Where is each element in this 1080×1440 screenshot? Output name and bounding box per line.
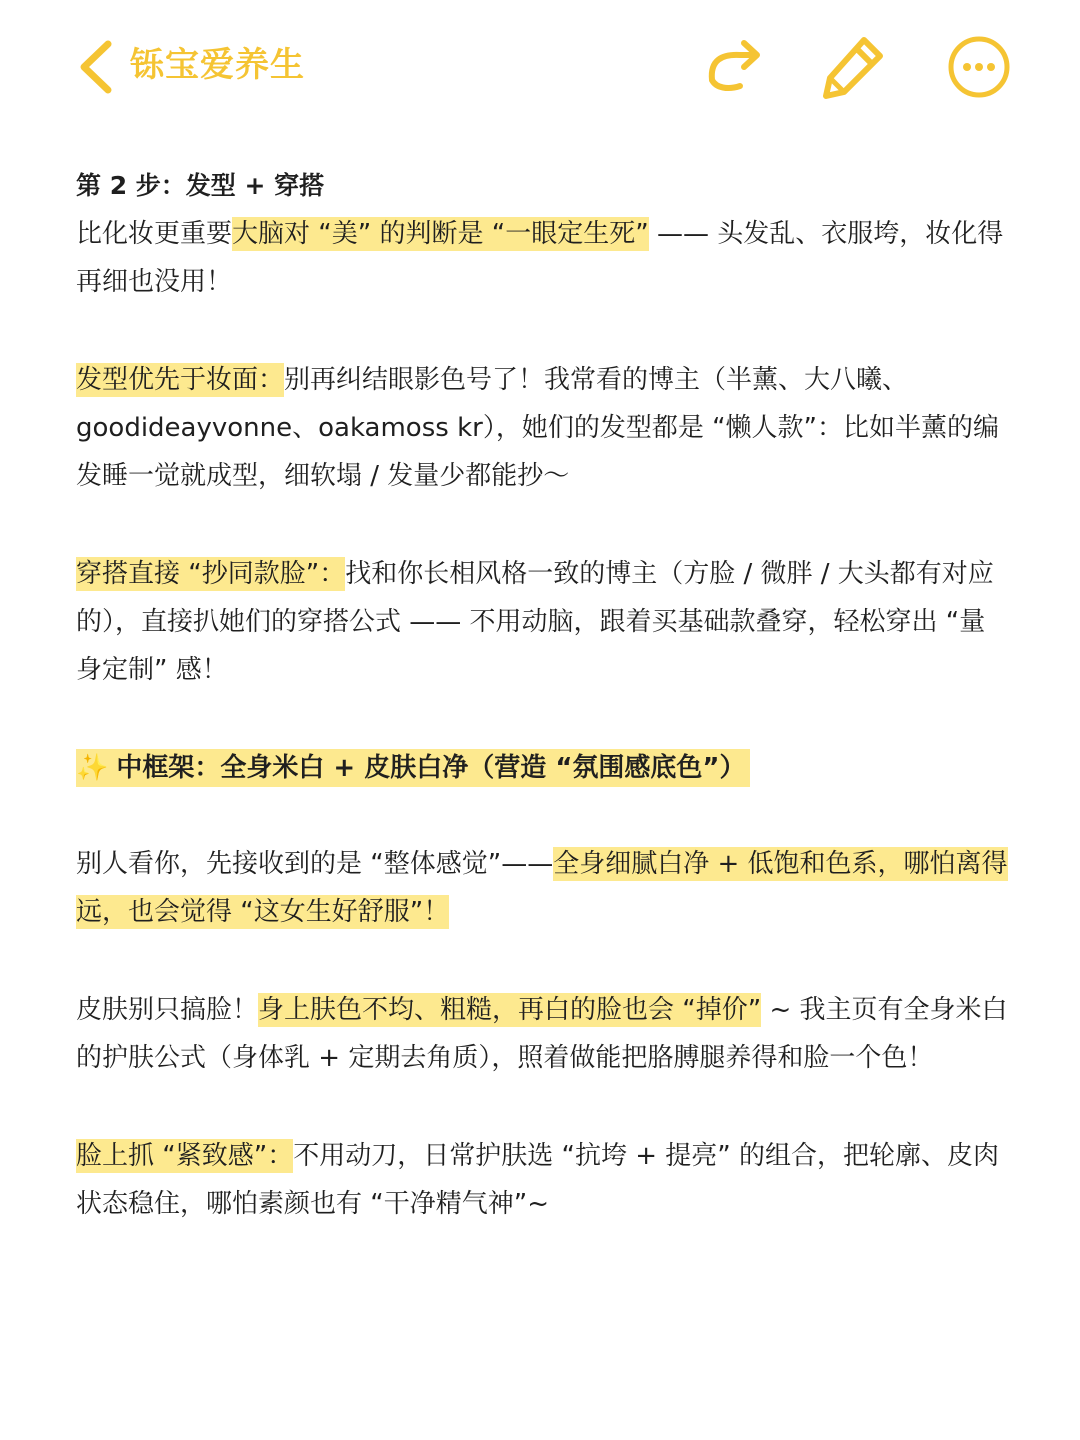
sparkle-icon: ✨ — [76, 753, 109, 783]
top-bar — [0, 0, 1080, 135]
overall-text: 别人看你，先接收到的是 “整体感觉”—— — [76, 849, 554, 879]
section-heading-highlight — [76, 749, 750, 787]
more-dots-icon — [946, 34, 1012, 100]
article-body — [76, 162, 1011, 1228]
share-arrow-icon — [700, 34, 766, 100]
page-title: 铄宝爱养生 — [130, 45, 305, 85]
more-button[interactable] — [946, 34, 1012, 100]
overall-paragraph — [76, 840, 1011, 936]
section-heading — [76, 744, 1011, 792]
skin-text: 皮肤别只搞脸！ — [76, 995, 259, 1025]
share-button[interactable] — [700, 34, 766, 100]
edit-button[interactable] — [818, 32, 888, 102]
pencil-icon — [818, 32, 888, 102]
back-button[interactable] — [70, 36, 126, 96]
hair-highlight: 发型优先于妆面： — [76, 365, 285, 395]
hair-paragraph — [76, 356, 1011, 500]
intro-highlight: 大脑对 “美” 的判断是 “一眼定生死” — [232, 219, 649, 249]
section-heading-text: 中框架：全身米白 + 皮肤白净（营造 “氛围感底色”） — [116, 753, 746, 783]
face-paragraph — [76, 1132, 1011, 1228]
outfit-highlight: 穿搭直接 “抄同款脸”： — [76, 559, 346, 589]
hair-text: 别再纠结眼影色号了！我常看的博主（半薰、大八曦、goodideayvonne、oakamoss kr），她们的发型都是 “懒人款”：比如半薰的编发睡一觉就成型，细软塌 / 发量少都能抄～ — [76, 365, 1000, 491]
overall-highlight: 全身细腻白净 + 低饱和色系，哪怕离得远，也会觉得 “这女生好舒服”！ — [76, 849, 1008, 927]
outfit-paragraph — [76, 550, 1011, 694]
face-highlight: 脸上抓 “紧致感”： — [76, 1141, 294, 1171]
chevron-left-icon — [70, 36, 126, 96]
outfit-text: 找和你长相风格一致的博主（方脸 / 微胖 / 大头都有对应的），直接扒她们的穿搭公式 —— 不用动脑，跟着买基础款叠穿，轻松穿出 “量身定制” 感！ — [76, 559, 994, 685]
skin-text-tail: ~ 我主页有全身米白的护肤公式（身体乳 + 定期去角质），照着做能把胳膊腿养得和脸一个色！ — [76, 995, 1008, 1073]
face-text: 不用动刀，日常护肤选 “抗垮 + 提亮” 的组合，把轮廓、皮肉状态稳住，哪怕素颜也有 “干净精气神”~ — [76, 1141, 1000, 1219]
step-title: 第 2 步：发型 + 穿搭 — [76, 171, 325, 200]
intro-text: 比化妆更重要 — [76, 219, 233, 249]
intro-paragraph — [76, 210, 1011, 306]
skin-highlight: 身上肤色不均、粗糙，再白的脸也会 “掉价” — [258, 995, 762, 1025]
intro-text-tail: —— 头发乱、衣服垮，妆化得再细也没用！ — [76, 219, 1004, 297]
skin-paragraph — [76, 986, 1011, 1082]
